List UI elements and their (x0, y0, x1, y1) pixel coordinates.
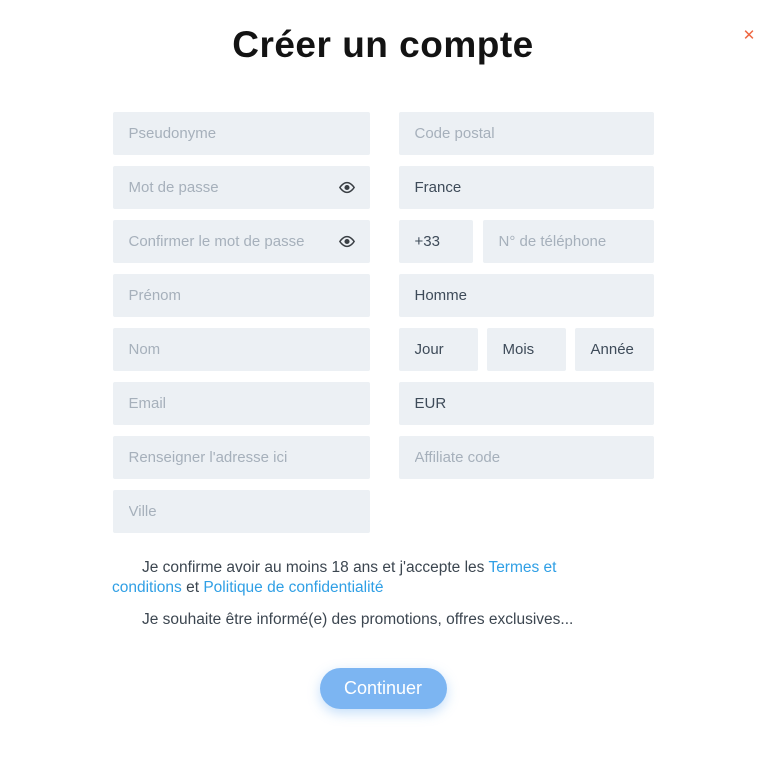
username-input[interactable] (113, 112, 370, 155)
privacy-link[interactable]: Politique de confidentialité (203, 579, 384, 596)
address-input[interactable] (113, 436, 370, 479)
age-consent-text[interactable] (112, 558, 586, 598)
age-consent-connector: et (181, 579, 204, 596)
phone-row (399, 220, 654, 274)
signup-form (113, 112, 654, 544)
birth-year-select[interactable]: Année (575, 328, 654, 371)
page-title: Créer un compte (232, 24, 534, 65)
gender-select[interactable]: Homme (399, 274, 654, 317)
currency-select[interactable]: EUR (399, 382, 654, 425)
age-consent-prefix: Je confirme avoir au moins 18 ans et j'accepte les (142, 559, 489, 576)
first-name-input[interactable] (113, 274, 370, 317)
terms-link[interactable]: Termes et conditions (112, 559, 557, 596)
birth-month-select[interactable]: Mois (487, 328, 566, 371)
form-right-column (399, 112, 654, 544)
confirm-password-input[interactable] (113, 220, 370, 263)
email-input[interactable] (113, 382, 370, 425)
birthdate-row (399, 328, 654, 382)
eye-icon[interactable] (338, 235, 356, 249)
password-input[interactable] (113, 166, 370, 209)
city-input[interactable] (113, 490, 370, 533)
confirm-password-field-wrapper (113, 220, 370, 263)
dial-code-select[interactable]: +33 (399, 220, 473, 263)
phone-input[interactable] (483, 220, 654, 263)
close-icon[interactable]: ✕ (742, 27, 756, 44)
affiliate-code-input[interactable] (399, 436, 654, 479)
consent-section (112, 558, 766, 630)
birth-day-select[interactable]: Jour (399, 328, 478, 371)
last-name-input[interactable] (113, 328, 370, 371)
continue-button[interactable]: Continuer (320, 668, 447, 709)
country-select[interactable]: France (399, 166, 654, 209)
eye-icon[interactable] (338, 181, 356, 195)
promotions-consent-text[interactable]: Je souhaite être informé(e) des promotions, offres exclusives... (142, 611, 574, 628)
form-left-column (113, 112, 370, 544)
password-field-wrapper (113, 166, 370, 209)
postal-code-input[interactable] (399, 112, 654, 155)
